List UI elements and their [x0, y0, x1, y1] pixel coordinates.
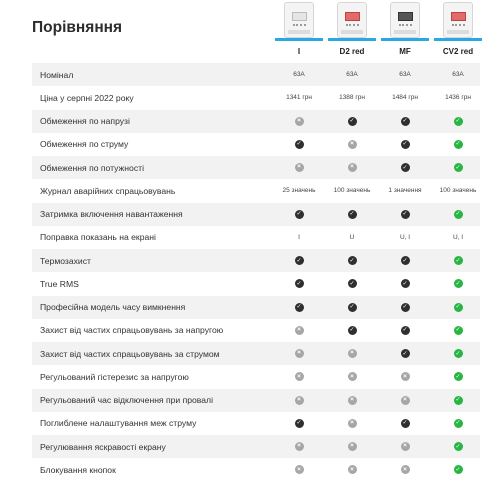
table-cell: U — [349, 233, 355, 241]
table-cell — [381, 156, 429, 179]
comparison-title: Порівняння — [32, 19, 123, 36]
feature-label: Поправка показань на екрані — [40, 232, 156, 243]
table-cell: 63А — [452, 71, 464, 78]
table-cell — [434, 435, 482, 458]
check-icon: ✓ — [455, 327, 461, 334]
feature-label: Ціна у серпні 2022 року — [40, 92, 134, 103]
table-row — [32, 110, 480, 133]
check-icon: ✓ — [455, 257, 461, 264]
table-row — [32, 458, 480, 481]
table-cell — [381, 249, 429, 272]
table-cell — [275, 156, 323, 179]
table-cell — [328, 389, 376, 412]
table-row — [32, 179, 480, 202]
cross-icon: × — [348, 349, 357, 358]
device-image — [337, 2, 367, 38]
table-cell — [275, 389, 323, 412]
table-cell — [381, 296, 429, 319]
device-buttons — [346, 24, 359, 29]
check-icon: ✓ — [455, 118, 461, 124]
table-cell — [434, 319, 482, 342]
cross-icon: × — [348, 419, 357, 428]
table-cell: 63А — [399, 71, 411, 78]
check-icon: ✓ — [455, 420, 461, 427]
table-cell — [328, 249, 376, 272]
product-name: D2 red — [339, 47, 365, 56]
table-cell — [434, 458, 482, 481]
table-cell: 1 значення — [388, 187, 422, 195]
table-cell — [275, 342, 323, 365]
table-cell — [328, 365, 376, 388]
check-icon: ✓ — [349, 327, 355, 334]
table-cell: 1436 грн — [445, 94, 471, 102]
cross-icon: × — [401, 396, 410, 405]
table-cell — [328, 203, 376, 226]
feature-label: Термозахист — [40, 255, 91, 266]
check-icon: ✓ — [349, 280, 355, 287]
device-base — [288, 30, 310, 34]
table-row — [32, 156, 480, 179]
cross-icon: × — [295, 117, 304, 126]
device-buttons — [293, 24, 306, 29]
table-cell — [275, 296, 323, 319]
product-name: CV2 red — [442, 47, 474, 56]
table-cell — [275, 110, 323, 133]
check-icon: ✓ — [402, 141, 408, 148]
feature-label: Регульований час відключення при провалі — [40, 395, 213, 405]
table-row — [32, 226, 480, 249]
table-cell: 1341 грн — [286, 94, 312, 102]
table-row — [32, 272, 480, 295]
table-cell — [381, 435, 429, 458]
device-base — [394, 30, 416, 34]
table-cell: I — [298, 233, 300, 241]
table-cell — [434, 133, 482, 156]
feature-label: Поглиблене налаштування меж струму — [40, 418, 197, 429]
device-base — [341, 30, 363, 34]
check-icon: ✓ — [455, 280, 461, 287]
cross-icon: × — [295, 465, 304, 474]
cross-icon: × — [401, 442, 410, 451]
feature-label: Блокування кнопок — [40, 464, 116, 475]
table-cell — [434, 389, 482, 412]
device-image — [284, 2, 314, 38]
feature-label: Захист від частих спрацьовувань за напругою — [40, 325, 224, 336]
table-cell — [434, 296, 482, 319]
check-icon: ✓ — [455, 397, 461, 403]
table-row — [32, 249, 480, 272]
feature-label: Обмеження по потужності — [40, 162, 144, 173]
product-accent-bar — [275, 38, 323, 41]
table-cell — [381, 319, 429, 342]
table-cell — [328, 458, 376, 481]
feature-label: Затримка включення навантаження — [40, 209, 183, 219]
check-icon: ✓ — [455, 141, 461, 148]
check-icon: ✓ — [296, 280, 302, 287]
check-icon: ✓ — [402, 280, 408, 287]
table-cell — [328, 110, 376, 133]
table-cell — [381, 389, 429, 412]
device-image — [390, 2, 420, 38]
cross-icon: × — [295, 349, 304, 358]
cross-icon: × — [348, 372, 357, 381]
device-image — [443, 2, 473, 38]
feature-label: Журнал аварійних спрацьовувань — [40, 185, 176, 196]
table-cell — [434, 342, 482, 365]
cross-icon: × — [348, 442, 357, 451]
table-cell — [328, 319, 376, 342]
table-row — [32, 133, 480, 156]
cross-icon: × — [348, 163, 357, 172]
feature-label: Регульований гістерезис за напругою — [40, 371, 189, 382]
table-row — [32, 86, 480, 109]
device-screen — [398, 12, 413, 21]
cross-icon: × — [295, 163, 304, 172]
table-cell — [275, 272, 323, 295]
table-cell — [381, 203, 429, 226]
product-accent-bar — [328, 38, 376, 41]
cross-icon: × — [348, 140, 357, 149]
table-row — [32, 412, 480, 435]
table-cell — [275, 319, 323, 342]
table-cell: 1388 грн — [339, 94, 365, 102]
check-icon: ✓ — [402, 164, 408, 171]
feature-label: Обмеження по напрузі — [40, 116, 130, 126]
table-cell: 63А — [293, 71, 305, 78]
device-base — [447, 30, 469, 34]
cross-icon: × — [295, 326, 304, 335]
cross-icon: × — [348, 465, 357, 474]
table-cell — [434, 203, 482, 226]
check-icon: ✓ — [455, 304, 461, 310]
check-icon: ✓ — [455, 164, 461, 171]
cross-icon: × — [295, 442, 304, 451]
table-cell — [434, 249, 482, 272]
table-cell: U, I — [399, 233, 411, 241]
table-cell — [434, 156, 482, 179]
table-cell — [328, 156, 376, 179]
table-cell — [381, 272, 429, 295]
feature-label: Обмеження по струму — [40, 139, 129, 150]
table-cell — [328, 133, 376, 156]
table-cell — [275, 365, 323, 388]
table-row — [32, 435, 480, 458]
table-cell — [275, 412, 323, 435]
feature-label: True RMS — [40, 278, 79, 289]
table-cell — [434, 272, 482, 295]
table-cell — [434, 365, 482, 388]
table-row — [32, 296, 480, 319]
table-row — [32, 389, 480, 412]
table-cell: U, I — [452, 233, 464, 241]
table-cell: 100 значень — [439, 187, 477, 195]
check-icon: ✓ — [402, 304, 408, 310]
feature-label: Номінал — [40, 69, 74, 80]
check-icon: ✓ — [402, 118, 408, 124]
check-icon: ✓ — [349, 257, 355, 264]
product-name: I — [297, 47, 301, 56]
device-buttons — [452, 24, 465, 29]
check-icon: ✓ — [349, 118, 355, 124]
device-screen — [345, 12, 360, 21]
cross-icon: × — [348, 396, 357, 405]
table-cell — [328, 272, 376, 295]
product-accent-bar — [434, 38, 482, 41]
cross-icon: × — [295, 372, 304, 381]
table-cell — [381, 342, 429, 365]
check-icon: ✓ — [402, 257, 408, 264]
cross-icon: × — [401, 372, 410, 381]
cross-icon: × — [401, 465, 410, 474]
check-icon: ✓ — [296, 257, 302, 264]
table-cell: 25 значень — [282, 187, 316, 195]
check-icon: ✓ — [349, 304, 355, 310]
table-row — [32, 319, 480, 342]
check-icon: ✓ — [402, 327, 408, 334]
check-icon: ✓ — [296, 141, 302, 148]
check-icon: ✓ — [349, 211, 355, 217]
table-cell — [328, 296, 376, 319]
table-cell — [381, 458, 429, 481]
table-cell — [275, 203, 323, 226]
table-cell — [275, 133, 323, 156]
table-cell: 100 значень — [333, 187, 371, 195]
table-cell — [328, 435, 376, 458]
table-row — [32, 342, 480, 365]
feature-label: Професійна модель часу вимкнення — [40, 302, 186, 312]
device-buttons — [399, 24, 412, 29]
check-icon: ✓ — [296, 420, 302, 427]
product-accent-bar — [381, 38, 429, 41]
check-icon: ✓ — [455, 211, 461, 217]
check-icon: ✓ — [402, 420, 408, 427]
product-name: MF — [399, 47, 411, 56]
table-cell — [381, 365, 429, 388]
device-screen — [451, 12, 466, 21]
check-icon: ✓ — [402, 350, 408, 357]
table-cell — [275, 435, 323, 458]
table-cell — [434, 412, 482, 435]
check-icon: ✓ — [455, 373, 461, 380]
cross-icon: × — [295, 396, 304, 405]
table-cell — [434, 110, 482, 133]
table-cell — [381, 110, 429, 133]
table-row — [32, 63, 480, 86]
check-icon: ✓ — [455, 466, 461, 473]
feature-label: Захист від частих спрацьовувань за струмом — [40, 348, 220, 359]
table-cell: 63А — [346, 71, 358, 78]
table-cell — [328, 412, 376, 435]
table-cell — [328, 342, 376, 365]
feature-label: Регулювання яскравості екрану — [40, 441, 166, 452]
table-cell — [381, 133, 429, 156]
check-icon: ✓ — [455, 443, 461, 450]
device-screen — [292, 12, 307, 21]
check-icon: ✓ — [455, 350, 461, 357]
table-cell — [275, 458, 323, 481]
check-icon: ✓ — [402, 211, 408, 217]
table-cell — [275, 249, 323, 272]
table-cell: 1484 грн — [392, 94, 418, 102]
check-icon: ✓ — [296, 304, 302, 310]
table-row — [32, 365, 480, 388]
check-icon: ✓ — [296, 211, 302, 217]
table-cell — [381, 412, 429, 435]
table-row — [32, 203, 480, 226]
